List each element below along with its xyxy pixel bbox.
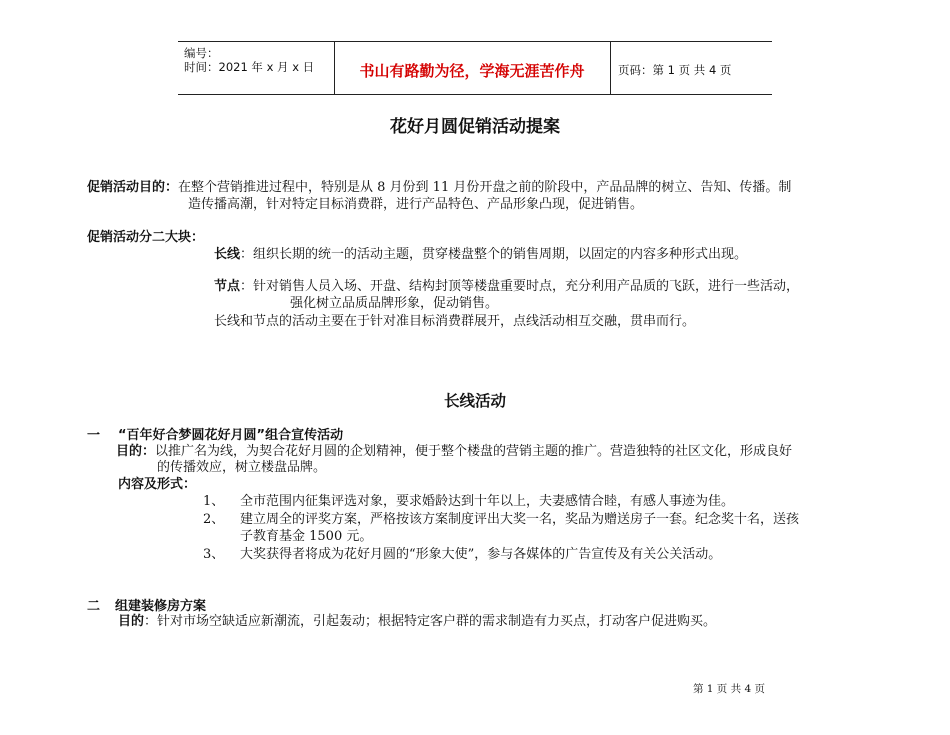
item-1-content-label: 内容及形式： [118, 477, 197, 492]
node-label: 节点 [214, 279, 241, 294]
list-item-number: 1、 [203, 494, 225, 509]
item-1-number: 一 [87, 428, 101, 443]
list-item-text: 大奖获得者将成为花好月圆的“形象大使”，参与各媒体的广告宣传及有关公关活动。 [240, 547, 722, 562]
long-line-text: ：组织长期的统一的活动主题，贯穿楼盘整个的销售周期，以固定的内容多种形式出现。 [240, 247, 748, 262]
item-2-number: 二 [87, 599, 101, 614]
purpose-line-2: 造传播高潮，针对特定目标消费群，进行产品特色、产品形象凸现，促进销售。 [188, 197, 644, 212]
header-divider [610, 42, 611, 94]
blocks-summary: 长线和节点的活动主要在于针对准目标消费群展开，点线活动相互交融，贯串而行。 [214, 314, 696, 329]
node-text-line-2: 强化树立品质品牌形象，促动销售。 [290, 296, 499, 311]
document-date: 时间：2021 年 x 月 x 日 [184, 60, 315, 74]
item-1-purpose-label: 目的： [116, 444, 156, 459]
header-page-number: 页码：第 1 页 共 4 页 [618, 63, 732, 77]
blocks-label: 促销活动分二大块： [87, 230, 205, 245]
item-1-heading: “百年好合梦圆花好月圆”组合宣传活动 [118, 428, 344, 443]
purpose-text: 在整个营销推进过程中，特别是从 8 月份到 11 月份开盘之前的阶段中，产品品牌的树立、告知、传播。制 [178, 180, 792, 195]
document-number: 编号： [184, 46, 219, 60]
item-2-purpose [118, 613, 716, 630]
list-item-text: 建立周全的评奖方案，严格按该方案制度评出大奖一名，奖品为赠送房子一套。纪念奖十名，送孩 [240, 512, 800, 527]
page-footer: 第 1 页 共 4 页 [692, 683, 765, 695]
purpose-label: 促销活动目的： [87, 180, 179, 195]
long-line-paragraph [214, 246, 747, 263]
document-header [178, 41, 772, 95]
item-1-purpose-text: 以推广名为线，为契合花好月圆的企划精神，便于整个楼盘的营销主题的推广。营造独特的社区文化，形成良好 [155, 444, 793, 459]
section-title-long-line: 长线活动 [443, 392, 506, 410]
item-2-heading: 组建装修房方案 [115, 599, 207, 614]
item-2-purpose-text: ：针对市场空缺适应新潮流，引起轰动；根据特定客户群的需求制造有力买点，打动客户促进购买。 [144, 614, 717, 629]
node-paragraph [214, 278, 799, 295]
header-motto: 书山有路勤为径，学海无涯苦作舟 [359, 62, 585, 80]
long-line-label: 长线 [214, 247, 241, 262]
list-item-number: 2、 [203, 512, 225, 527]
document-title: 花好月圆促销活动提案 [390, 117, 560, 137]
list-item-number: 3、 [203, 547, 225, 562]
purpose-line-1 [87, 179, 791, 196]
list-item-text-line-2: 子教育基金 1500 元。 [240, 529, 373, 544]
item-1-purpose-line-2: 的传播效应，树立楼盘品牌。 [157, 460, 327, 475]
item-2-purpose-label: 目的 [118, 614, 145, 629]
node-text: ：针对销售人员入场、开盘、结构封顶等楼盘重要时点，充分利用产品质的飞跃，进行一些活动， [240, 279, 800, 294]
item-1-purpose [116, 443, 792, 460]
list-item-text: 全市范围内征集评选对象，要求婚龄达到十年以上，夫妻感情合睦，有感人事迹为佳。 [240, 494, 735, 509]
